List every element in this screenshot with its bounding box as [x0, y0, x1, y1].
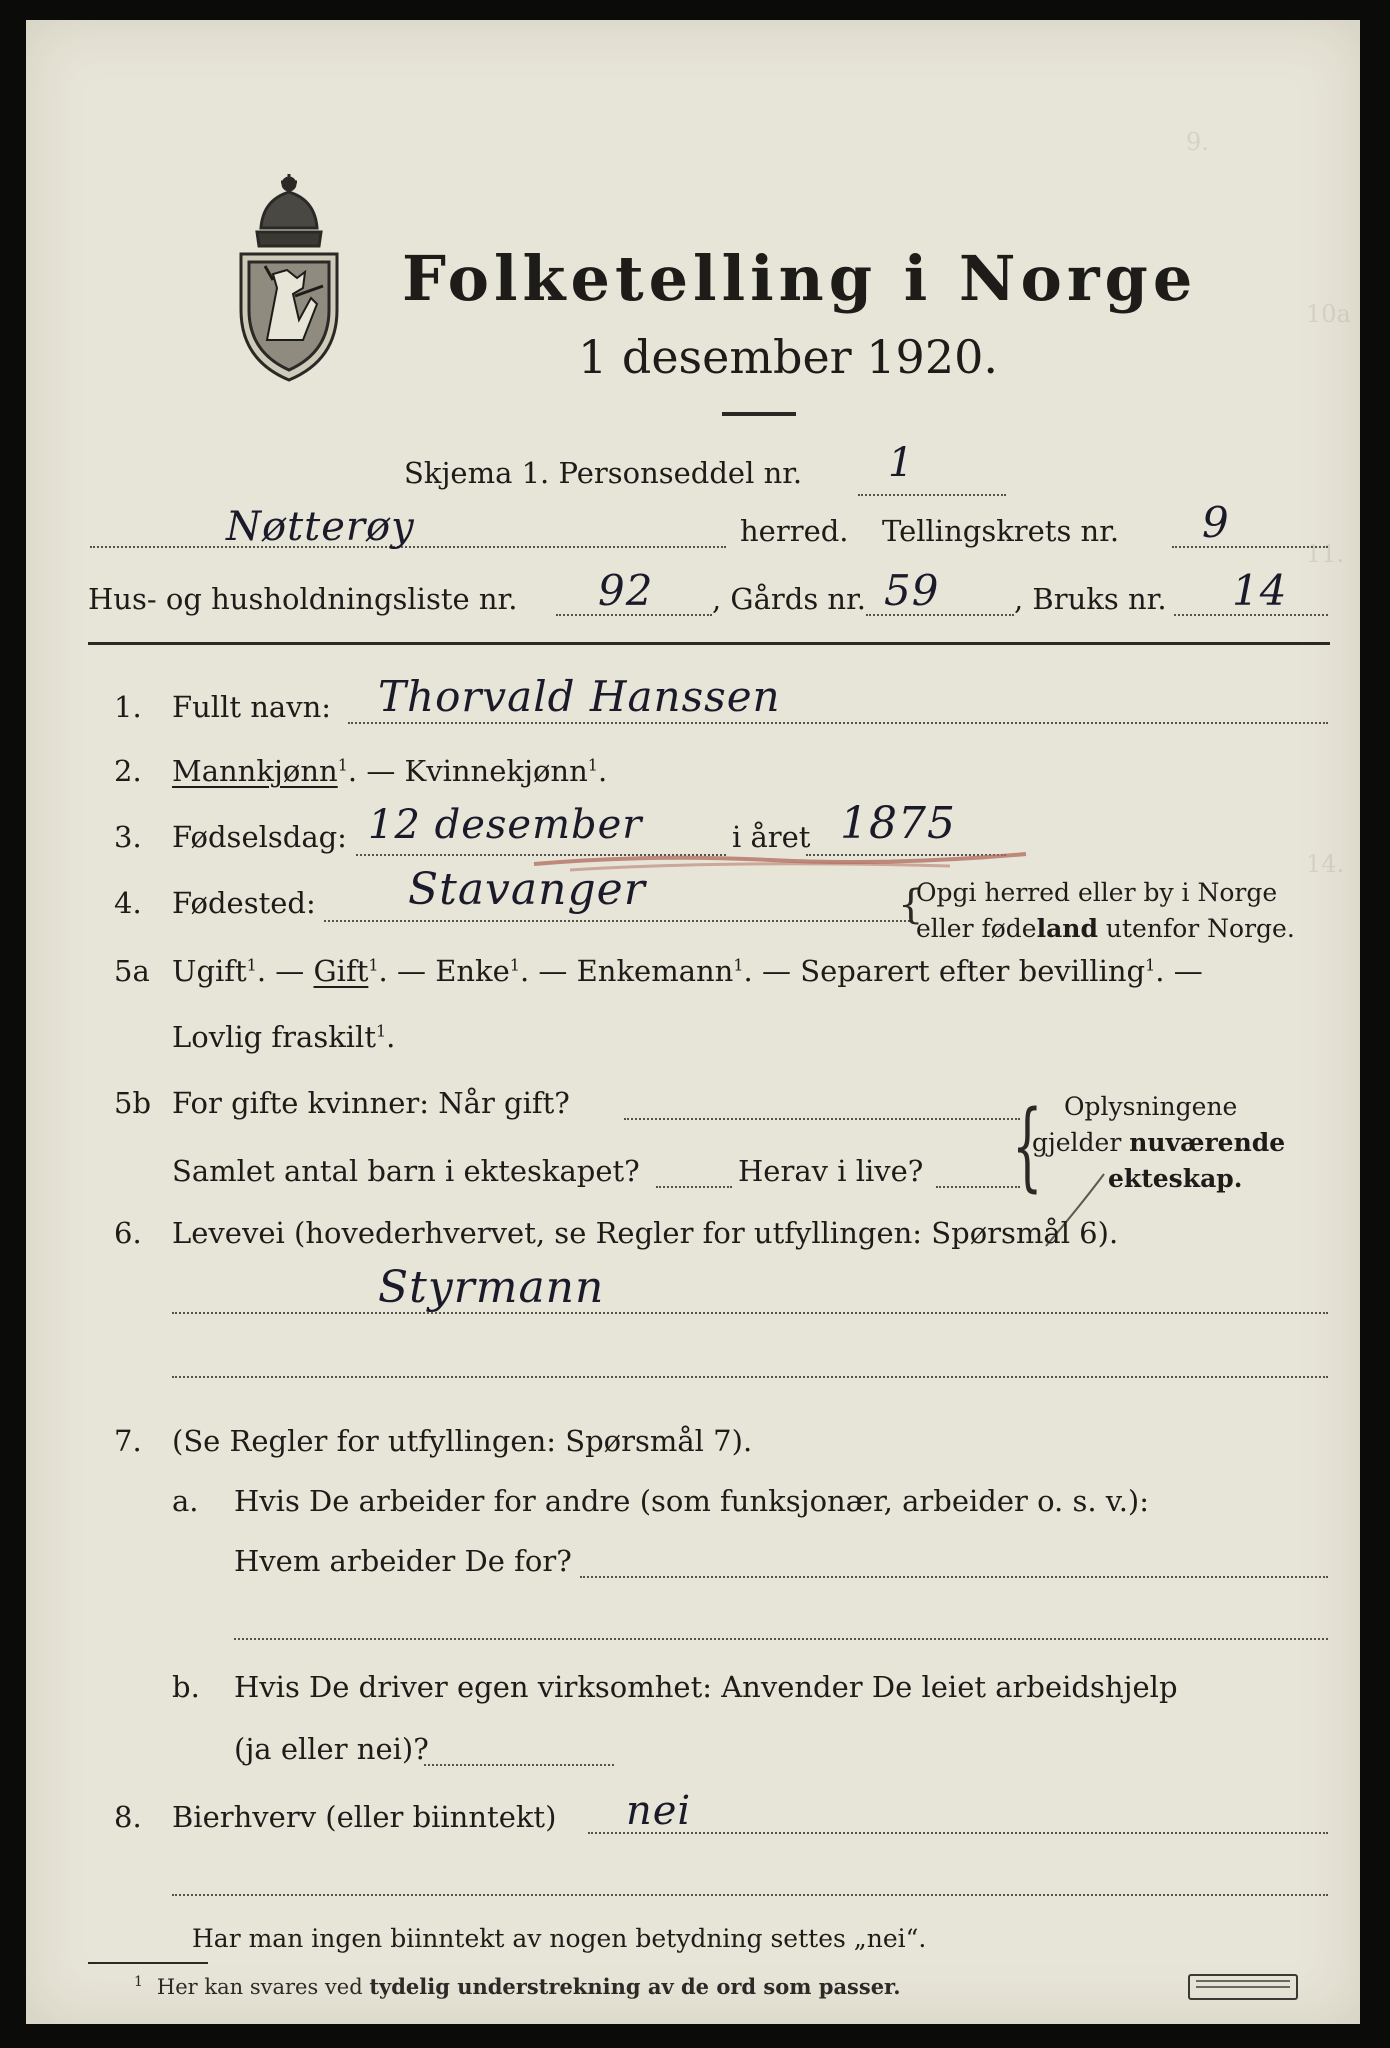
- side-income-value[interactable]: nei: [626, 1788, 692, 1834]
- tellingskrets-line: [1172, 546, 1328, 548]
- marital-enkemann[interactable]: Enkemann: [576, 954, 734, 988]
- hus-label: Hus- og husholdningsliste nr.: [88, 582, 518, 616]
- q8-line-2: [172, 1894, 1328, 1896]
- q1-line: [348, 722, 1328, 724]
- header-rule: [88, 642, 1330, 645]
- tellingskrets-value[interactable]: 9: [1202, 498, 1230, 547]
- q3-label: Fødselsdag:: [172, 820, 347, 854]
- personseddel-nr-line: [858, 494, 1006, 496]
- q5b-line2b: Herav i live?: [738, 1154, 924, 1188]
- q7a-employer-line: [580, 1576, 1328, 1578]
- marital-status-options: Ugift$^1$. — Gift$^1$. — Enke$^1$. — Enkemann$^1$. — Separert efter bevilling$^1$. —: [172, 954, 1203, 988]
- bleed-through: 11.: [1306, 540, 1345, 568]
- bruks-label: , Bruks nr.: [1014, 582, 1167, 616]
- gender-male[interactable]: Mannkjønn: [172, 754, 338, 788]
- q4-label: Fødested:: [172, 886, 316, 920]
- q5a-number: 5a: [114, 954, 150, 988]
- q8-number: 8.: [114, 1800, 142, 1834]
- q4-number: 4.: [114, 886, 142, 920]
- marital-lovlig-fraskilt[interactable]: Lovlig fraskilt: [172, 1020, 376, 1054]
- q7-label: (Se Regler for utfyllingen: Spørsmål 7).: [172, 1424, 753, 1458]
- q4-note-2: eller fødeland utenfor Norge.: [916, 914, 1295, 943]
- tellingskrets-label: Tellingskrets nr.: [882, 514, 1120, 548]
- q1-label: Fullt navn:: [172, 690, 332, 724]
- q5b-married-line: [624, 1118, 1020, 1120]
- full-name-value[interactable]: Thorvald Hanssen: [378, 672, 781, 721]
- q6-number: 6.: [114, 1216, 142, 1250]
- q8-label: Bierhverv (eller biinntekt): [172, 1800, 557, 1834]
- q5b-alive-line: [936, 1186, 1020, 1188]
- q7-number: 7.: [114, 1424, 142, 1458]
- bleed-through: 9.: [1186, 128, 1209, 156]
- bleed-through: 14.: [1306, 850, 1345, 878]
- q7b-answer-line: [424, 1764, 614, 1766]
- bruks-value[interactable]: 14: [1232, 566, 1288, 615]
- q1-number: 1.: [114, 690, 142, 724]
- q7b-letter: b.: [172, 1670, 200, 1704]
- title-divider: [722, 412, 796, 416]
- gards-value[interactable]: 59: [884, 566, 940, 615]
- page-title: Folketelling i Norge: [402, 242, 1198, 315]
- occupation-value[interactable]: Styrmann: [378, 1262, 605, 1313]
- q6-line-2: [172, 1376, 1328, 1378]
- q5b-number: 5b: [114, 1086, 152, 1120]
- q6-label: Levevei (hovederhvervet, se Regler for utfyllingen: Spørsmål 6).: [172, 1216, 1119, 1250]
- q7a-employer-line-2: [234, 1638, 1328, 1640]
- marital-status-options-2: Lovlig fraskilt$^1$.: [172, 1020, 396, 1054]
- q4-brace: {: [898, 882, 924, 928]
- q5b-note-2: gjelder nuværende: [1032, 1128, 1286, 1157]
- hus-value[interactable]: 92: [598, 566, 654, 615]
- q3-number: 3.: [114, 820, 142, 854]
- q8-line: [588, 1832, 1328, 1834]
- bleed-through: 10a: [1306, 300, 1351, 328]
- q5b-line1: For gifte kvinner: Når gift?: [172, 1086, 570, 1120]
- q7a-line1: Hvis De arbeider for andre (som funksjonær, arbeider o. s. v.):: [234, 1484, 1150, 1518]
- herred-value[interactable]: Nøtterøy: [226, 504, 415, 550]
- q7b-line2: (ja eller nei)?: [234, 1732, 429, 1766]
- gards-label: , Gårds nr.: [712, 582, 866, 616]
- norwegian-coat-of-arms-icon: [233, 170, 345, 384]
- q4-note-1: Opgi herred eller by i Norge: [916, 878, 1278, 907]
- marital-ugift[interactable]: Ugift: [172, 954, 247, 988]
- birthplace-value[interactable]: Stavanger: [408, 864, 646, 915]
- marital-enke[interactable]: Enke: [435, 954, 510, 988]
- form-line-prefix: Skjema 1. Personseddel nr.: [404, 456, 803, 490]
- q7b-line1: Hvis De driver egen virksomhet: Anvender De leiet arbeidshjelp: [234, 1670, 1178, 1704]
- q5b-children-line: [656, 1186, 732, 1188]
- herred-label: herred.: [740, 514, 849, 548]
- gender-options: Mannkjønn$^1$. — Kvinnekjønn$^1$.: [172, 754, 608, 788]
- q3-year-label: i året: [732, 820, 811, 854]
- q5b-brace: {: [1012, 1090, 1043, 1202]
- q2-number: 2.: [114, 754, 142, 788]
- census-form-sheet: [26, 20, 1360, 2024]
- q7a-line2: Hvem arbeider De for?: [234, 1544, 572, 1578]
- q5b-line2a: Samlet antal barn i ekteskapet?: [172, 1154, 640, 1188]
- census-date: 1 desember 1920.: [578, 330, 998, 384]
- marital-separert[interactable]: Separert efter bevilling: [800, 954, 1146, 988]
- q5b-note-1: Oplysningene: [1064, 1092, 1238, 1121]
- footnote-rule: [88, 1962, 208, 1964]
- footer-note: Har man ingen biinntekt av nogen betydning settes „nei“.: [192, 1924, 927, 1953]
- printer-stamp: [1188, 1974, 1298, 2000]
- marital-gift[interactable]: Gift: [313, 954, 369, 988]
- personseddel-nr-value[interactable]: 1: [888, 440, 915, 486]
- q7a-letter: a.: [172, 1484, 199, 1518]
- footnote: $^1$ Her kan svares ved tydelig understrekning av de ord som passer.: [134, 1974, 901, 1999]
- q6-line-1: [172, 1312, 1328, 1314]
- birth-year-value[interactable]: 1875: [840, 798, 956, 849]
- birthday-value[interactable]: 12 desember: [368, 802, 643, 848]
- q4-line: [324, 920, 910, 922]
- q5b-note-3: ekteskap.: [1108, 1164, 1243, 1193]
